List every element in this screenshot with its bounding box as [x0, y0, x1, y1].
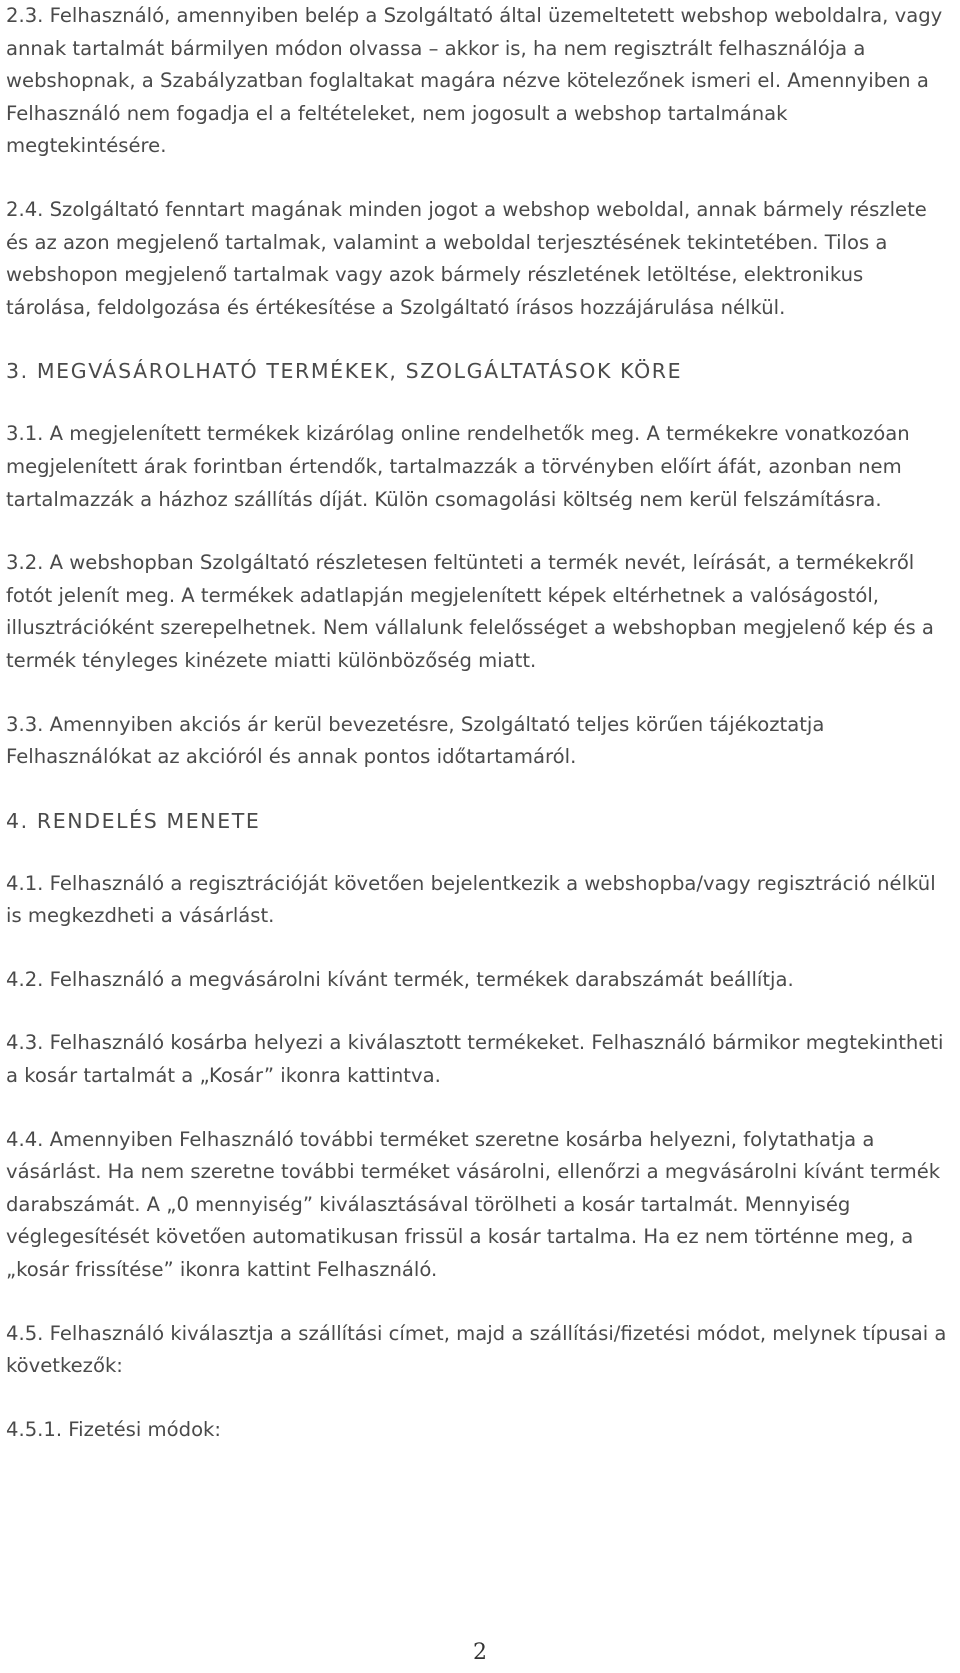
paragraph-3-2: 3.2. A webshopban Szolgáltató részletesen feltünteti a termék nevét, leírását, a termékekről fotót jelenít meg. A termékek adatlapján megjelenített képek eltérhetnek a valóságostól, illusztrációként szerepelhetnek. Nem vállalunk felelősséget a webshopban megjelenő kép és a termék tényleges kinézete miatti különbözőség miatt.	[6, 551, 934, 672]
section-heading-3: 3. MEGVÁSÁROLHATÓ TERMÉKEK, SZOLGÁLTATÁSOK KÖRE	[6, 359, 683, 384]
paragraph-4-2: 4.2. Felhasználó a megvásárolni kívánt termék, termékek darabszámát beállítja.	[6, 967, 794, 991]
paragraph-3-1: 3.1. A megjelenített termékek kizárólag online rendelhetők meg. A termékekre vonatkozóan megjelenített árak forintban értendők, tartalmazzák a törvényben előírt áfát, azonban nem tartalmazzák a házhoz szállítás díját. Külön csomagolási költség nem kerül felszámításra.	[6, 422, 910, 511]
paragraph-4-3: 4.3. Felhasználó kosárba helyezi a kiválasztott termékeket. Felhasználó bármikor megtekintheti a kosár tartalmát a „Kosár” ikonra kattintva.	[6, 1031, 944, 1088]
paragraph-2-4: 2.4. Szolgáltató fenntart magának minden jogot a webshop weboldal, annak bármely részlete és az azon megjelenő tartalmak, valamint a weboldal terjesztésének tekintetében. Tilos a webshopon megjelenő tartalmak vagy azok bármely részletének letöltése, elektronikus tárolása, feldolgozása és értékesítése a Szolgáltató írásos hozzájárulása nélkül.	[6, 197, 927, 319]
paragraph-4-5-1: 4.5.1. Fizetési módok:	[6, 1417, 222, 1441]
paragraph-4-5: 4.5. Felhasználó kiválasztja a szállítási címet, majd a szállítási/fizetési módot, melynek típusai a következők:	[6, 1321, 947, 1378]
paragraph-2-3: 2.3. Felhasználó, amennyiben belép a Szolgáltató által üzemeltetett webshop weboldalra, vagy annak tartalmát bármilyen módon olvassa – akkor is, ha nem regisztrált felhasználója a webshopnak, a Szabályzatban foglaltakat magára nézve kötelezőnek ismeri el. Amennyiben a Felhasználó nem fogadja el a feltételeket, nem jogosult a webshop tartalmának megtekintésére.	[6, 4, 943, 158]
section-heading-4: 4. RENDELÉS MENETE	[6, 808, 261, 833]
page-number: 2	[473, 1640, 487, 1665]
paragraph-3-3: 3.3. Amennyiben akciós ár kerül bevezetésre, Szolgáltató teljes körűen tájékoztatja Felhasználókat az akcióról és annak pontos időtartamáról.	[6, 712, 825, 769]
paragraph-4-1: 4.1. Felhasználó a regisztrációját követően bejelentkezik a webshopba/vagy regisztráció nélkül is megkezdheti a vásárlást.	[6, 871, 936, 928]
paragraph-4-4: 4.4. Amennyiben Felhasználó további terméket szeretne kosárba helyezni, folytathatja a vásárlást. Ha nem szeretne további terméket vásárolni, ellenőrzi a megvásárolni kívánt termék darabszámát. A „0 mennyiség” kiválasztásával törölheti a kosár tartalmát. Mennyiség véglegesítését követően automatikusan frissül a kosár tartalma. Ha ez nem történne meg, a „kosár frissítése” ikonra kattint Felhasználó.	[6, 1127, 941, 1282]
document-page	[6, 0, 954, 1477]
